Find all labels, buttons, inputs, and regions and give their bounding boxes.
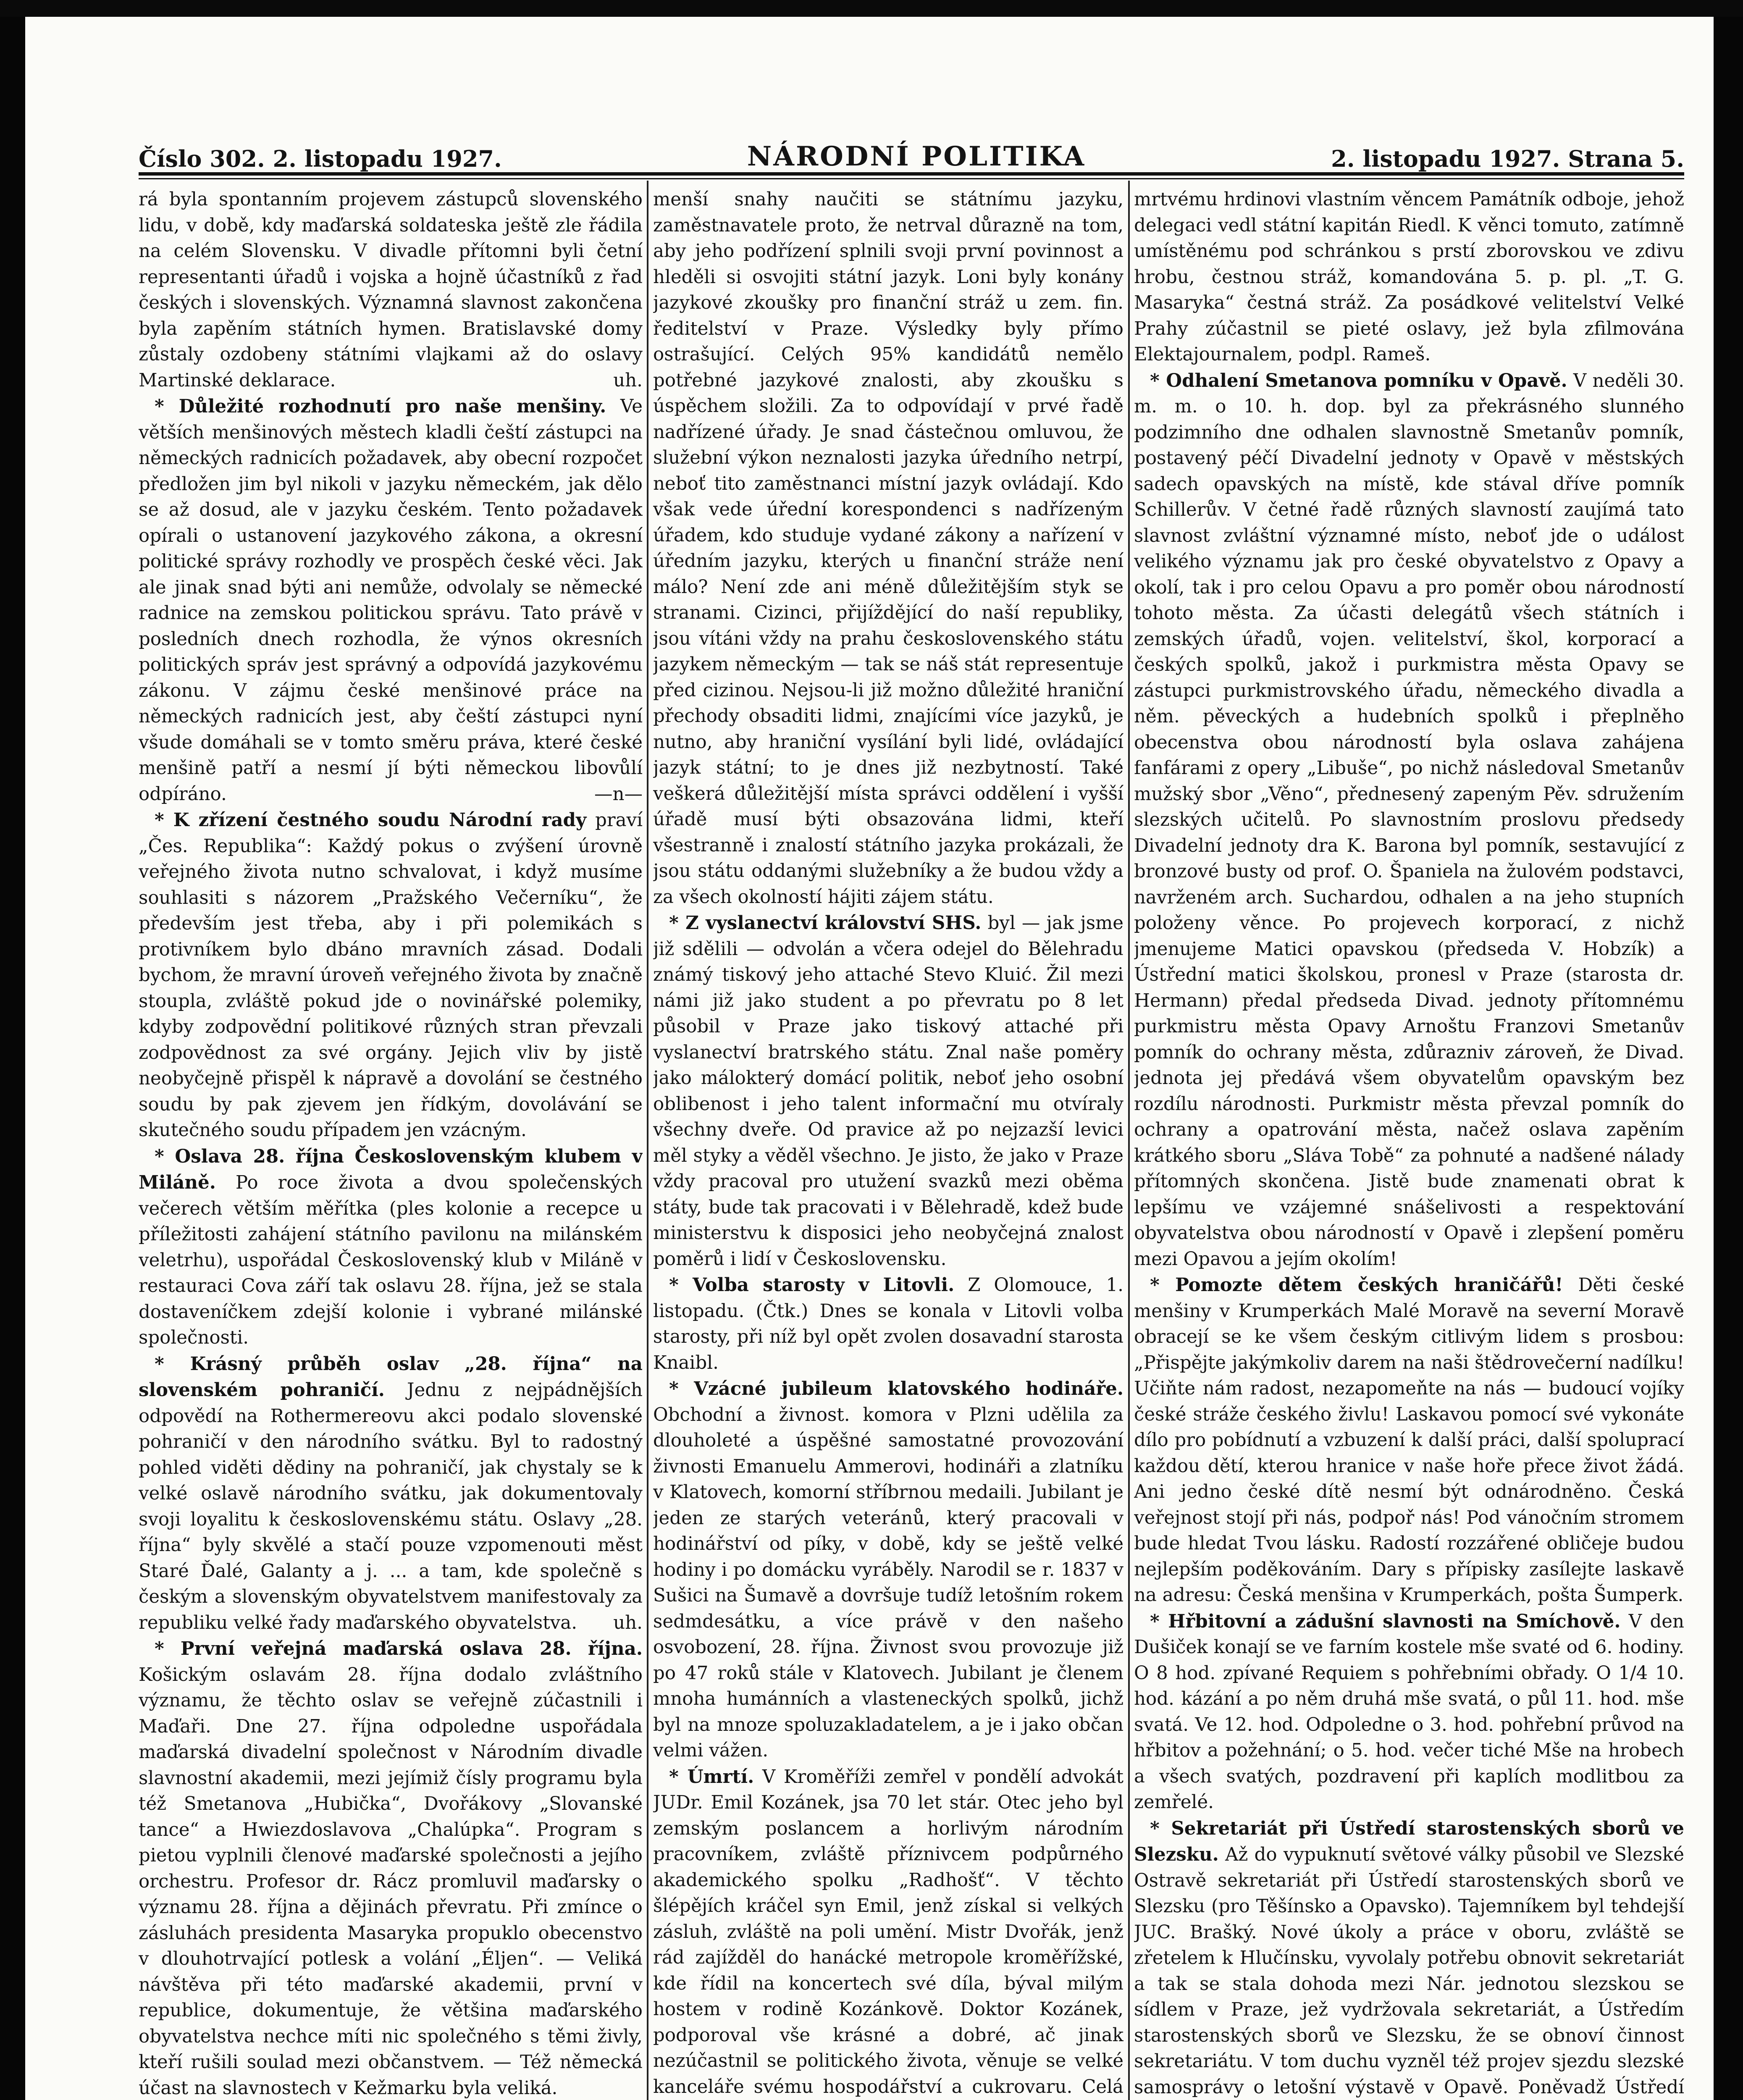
article-text: Košickým oslavám 28. října dodalo zvláštního významu, že těchto oslav se veřejně zúčastnili i Maďaři. Dne 27. října odpoledne uspořádala maďarská divadelní společnost v Národním divadle slavnostní akademii, mezi jejímiž čísly programu byla též Smetanova „Hubička“, Dvořákovy „Slovanské tance“ a Hwiezdoslavova „Chalúpka“. Program s pietou vyplnili členové maďarské společnosti a jejího orchestru. Profesor dr. Rácz promluvil maďarsky o významu 28. října a dějinách převratu. Při zmínce o zásluhách presidenta Masaryka propuklo obecenstvo v dlouhotrvající potlesk a volání „Éljen“. — Veliká návštěva při této maďarské akademii, první v republice, dokumentuje, že většina maďarského obyvatelstva nechce míti nic společného s těmi živly, kteří rušili soulad mezi občanstvem. — Též německá účast na slavnostech v Kežmarku byla veliká. [139, 1664, 643, 2099]
article-text: menší snahy naučiti se státnímu jazyku, zaměstnavatele proto, že netrval důrazně na tom, aby jeho podřízení splnili svoji první povinnost a hleděli si osvojiti státní jazyk. Loni byly konány jazykové zkoušky pro finanční stráž u zem. fin. ředitelství v Praze. Výsledky byly přímo ostrašující. Celých 95% kandidátů nemělo potřebné jazykové znalosti, aby zkoušku s úspěchem složili. Za to odpovídají v prvé řadě nadřízené úřady. Je snad částečnou omluvou, že služební výkon neznalosti jazyka úředního netrpí, neboť tito zaměstnanci místní jazyk ovládají. Kdo však vede úřední korespondenci s nadřízeným úřadem, kdo studuje vydané zákony a nařízení v úředním jazyku, kterých u finanční stráže není málo? Není zde ani méně důležitějším styk se stranami. Cizinci, přijíždějící do naší republiky, jsou vítáni vždy na prahu československého státu jazykem německým — tak se náš stát representuje před cizinou. Nejsou-li již možno důležité hraniční přechody obsaditi lidmi, znajícími více jazyků, je nutno, aby hraniční vysílání byli lidé, ovládající jazyk státní; to je dnes již nezbytností. Také veškerá důležitější místa správci oddělení i vyšší úřadě musí býti obsazována lidmi, kteří všestranně i znalostí státního jazyka prokázali, že jsou státu oddanými služebníky a že budou vždy a za všech okolností hájiti zájem státu. [653, 189, 1124, 908]
article [653, 187, 1124, 910]
column-divider [1128, 181, 1130, 2100]
article [1134, 1272, 1684, 1609]
article-headline: * Vzácné jubileum klatovského hodináře. [669, 1378, 1124, 1399]
article [1134, 1816, 1684, 2100]
article-signature: uh. [613, 370, 643, 391]
article [653, 1376, 1124, 1764]
newspaper-title: NÁRODNÍ POLITIKA [747, 141, 1086, 172]
article-text: Z Olomouce, 1. listopadu. (Čtk.) Dnes se konala v Litovli volba starosty, při níž byl opět zvolen dosavadní starosta Knaibl. [653, 1275, 1124, 1373]
article [139, 1351, 643, 1636]
article-headline: * První veřejná maďarská oslava 28. října. [155, 1638, 643, 1659]
article [653, 910, 1124, 1272]
column-3 [1134, 187, 1684, 2100]
article [1134, 368, 1684, 1273]
article-text: byl — jak jsme již sdělili — odvolán a včera odejel do Bělehradu známý tiskový jeho attaché Stevo Kluić. Žil mezi námi již jako student a po převratu po 8 let působil v Praze jako tiskový attaché při vyslanectví bratrského státu. Znal naše poměry jako málokterý domácí politik, neboť jeho osobní oblibenost i jeho talent informační mu otvíraly všechny dveře. Od pravice až po nejzazší levici měl styky a věděl všechno. Je jisto, že jako v Praze vždy pracoval pro utužení svazků mezi oběma státy, bude tak pracovati i v Bělehradě, kdež bude ministerstvu k disposici jeho neobyčejná znalost poměrů i lidí v Československu. [653, 913, 1124, 1270]
article-headline: * Sekretariát při Ústředí starostenských sborů ve Slezsku. [1134, 1817, 1684, 1865]
column-1 [139, 187, 643, 2100]
article-headline: * Hřbitovní a zádušní slavnosti na Smíchově. [1150, 1610, 1621, 1632]
scan-border-right [1714, 0, 1743, 2100]
article-headline: * Krásný průběh oslav „28. října“ na slovenském pohraničí. [139, 1353, 643, 1401]
article-headline: * Odhalení Smetanova pomníku v Opavě. [1150, 370, 1567, 391]
article [1134, 1609, 1684, 1816]
article-signature: uh. [613, 1612, 643, 1633]
article-headline: * Z vyslanectví království SHS. [669, 912, 982, 934]
article [139, 187, 643, 394]
article [139, 394, 643, 807]
article-text: Ve větších menšinových městech kladli čeští zástupci na německých radnicích požadavek, aby obecní rozpočet předložen jim byl nikoli v jazyku německém, jak dělo se až dosud, ale v jazyku českém. Tento požadavek opírali o ustanovení jazykového zákona, a okresní politické správy rozhodly ve prospěch české věci. Jak ale jinak snad býti ani nemůže, odvolaly se německé radnice na zemskou politickou správu. Tato právě v posledních dnech rozhodla, že výnos okresních politických správ jest správný a odpovídá jazykovému zákonu. V zájmu české menšinové práce na německých radnicích jest, aby čeští zástupci nyní všude domáhali se v tomto směru práva, které české menšině patří a nesmí jí býti německou libovůlí odpíráno. [139, 396, 643, 805]
article-text: mrtvému hrdinovi vlastním věncem Památník odboje, jehož delegaci vedl státní kapitán Riedl. K věnci tomuto, zatímně umístěnému pod schránkou s prstí zborovskou ve zdivu hrobu, čestnou stráž, komandována 5. p. pl. „T. G. Masaryka“ čestná stráž. Za posádkové velitelství Velké Prahy zúčastnil se pieté oslavy, jež byla zfilmována Elektajournalem, podpl. Rameš. [1134, 189, 1684, 365]
header-rule [139, 172, 1684, 176]
article-text: Po roce života a dvou společenských večerech větším měřítka (ples kolonie a recepce u příležitosti zahájení státního pavilonu na milánském veletrhu), uspořádal Československý klub v Miláně v restauraci Cova září tak oslavu 28. října, jež se stala dostaveníčkem zdejší kolonie i vybrané milánské společnosti. [139, 1172, 643, 1348]
article [139, 807, 643, 1144]
column-divider [647, 181, 648, 2100]
article [653, 1272, 1124, 1376]
article [653, 1764, 1124, 2100]
masthead [139, 134, 1684, 172]
article-headline: * K zřízení čestného soudu Národní rady [155, 809, 587, 831]
article [139, 1636, 643, 2100]
article-text: Jednu z nejpádnějších odpovědí na Rothermereovu akci podalo slovenské pohraničí v den národního svátku. Byl to radostný pohled viděti dědiny na pohraničí, jak chystaly se k velké oslavě národního svátku, jak dokumentovaly svoji loyalitu k československému státu. Oslavy „28. října“ byly skvělé a stačí pouze vzpomenouti měst Staré Ďalé, Galanty a j. ... a tam, kde společně s českým a slovenským obyvatelstvem manifestovaly za republiku velké řady maďarského obyvatelstva. [139, 1380, 643, 1633]
article-text: V neděli 30. m. m. o 10. h. dop. byl za překrásného slunného podzimního dne odhalen slavnostně Smetanův pomník, postavený péčí Divadelní jednoty v Opavě v městských sadech opavských na místě, kde stával dříve pomník Schillerův. V četné řadě různých slavností zaujímá tato slavnost zvláštní významné místo, neboť jde o událost velikého významu jak pro české obyvatelstvo z Opavy a okolí, tak i pro celou Opavu a pro poměr obou národností tohoto města. Za účasti delegátů všech státních i zemských úřadů, vojen. velitelství, škol, korporací a českých spolků, jakož i purkmistra města Opavy se zástupci purkmistrovského úřadu, německého divadla a něm. pěveckých a hudebních spolků i přeplněho obecenstva obou národností byla oslava zahájena fanfárami z opery „Libuše“, po nichž následoval Smetanův mužský sbor „Věno“, přednesený zapeným Pěv. sdružením slezských učitelů. Po slavnostním proslovu předsedy Divadelní jednoty dra K. Barona byl pomník, sestavující z bronzové busty od prof. O. Španiela na žulovém podstavci, navrženém arch. Suchardou, odhalen a na jeho stupních položeny věnce. Po projevech korporací, z nichž jmenujeme Matici opavskou (předseda V. Hobzík) a Ústřední matici školskou, pronesl v Praze (starosta dr. Hermann) předal předseda Divad. jednoty přítomnému purkmistru města Opavy Arnoštu Franzovi Smetanův pomník do ochrany města, zdůrazniv zároveň, že Divad. jednota jej předává všem obyvatelům opavským bez rozdílu národnosti. Purkmistr města převzal pomník do ochrany a opatrování města, načež oslava zapěním krátkého sboru „Sláva Tobě“ za pohnuté a nadšené nálady přítomných skončena. Jistě bude znamenati obrat k lepšímu ve vzájemné snášelivosti a respektování obyvatelstva obou národností v Opavě i zlepšení poměru mezi Opavou a jejím okolím! [1134, 370, 1684, 1270]
article-text: rá byla spontanním projevem zástupců slovenského lidu, v době, kdy maďarská soldateska ještě zle řádila na celém Slovensku. V divadle přítomni byli četní representanti úřadů i vojska a hojně účastníků z řad českých i slovenských. Významná slavnost zakončena byla zapěním státních hymen. Bratislavské domy zůstaly ozdobeny státními vlajkami až do oslavy Martinské deklarace. [139, 189, 643, 391]
article-text: V den Dušiček konají se ve farním kostele mše svaté od 6. hodiny. O 8 hod. zpívané Requiem s pohřebními obřady. O 1/4 10. hod. kázání a po něm druhá mše svatá, o půl 11. hod. mše svatá. Ve 12. hod. Odpoledne o 3. hod. pohřební průvod na hřbitov a požehnání; o 5. hod. večer tiché Mše na hrobech a všech svatých, pozdravení při kaplích modlitbou za zemřelé. [1134, 1611, 1684, 1813]
article-text: V Kroměříži zemřel v pondělí advokát JUDr. Emil Kozánek, jsa 70 let stár. Otec jeho byl zemským poslancem a horlivým národním pracovníkem, zvláště příznivcem podpůrného akademického spolku „Radhošť“. V těchto šlépějích kráčel syn Emil, jenž získal si velkých zásluh, zvláště na poli umění. Mistr Dvořák, jenž rád zajížděl do hanácké metropole kroměřížské, kde řídil na koncertech své díla, býval milým hostem v rodině Kozánkově. Doktor Kozánek, podporoval vše krásné a dobré, ač jinak nezúčastnil se politického života, věnuje se velké kanceláře svému hospodářství a cukrovaru. Celá [653, 1766, 1124, 2097]
article-text: Obchodní a živnost. komora v Plzni udělila za dlouholeté a úspěšné samostatné provozování živnosti Emanuelu Ammerovi, hodináři a zlatníku v Klatovech, komorní stříbrnou medaili. Jubilant je jeden ze starých veteránů, který pracovali v hodinářství od píky, v době, kdy se ještě velké hodiny i po domácku vyráběly. Narodil se r. 1837 v Sušici na Šumavě a dovršuje tudíž letošním rokem sedmdesátku, a více právě v den našeho osvobození, 28. října. Živnost svou provozuje již po 47 roků stále v Klatovech. Jubilant je členem mnoha humánních a vlasteneckých spolků, jichž byl na mnoze spoluzakladatelem, a je i jako občan velmi vážen. [653, 1404, 1124, 1761]
scan-border-left [0, 0, 25, 2100]
article-text: praví „Čes. Republika“: Každý pokus o zvýšení úrovně veřejného života nutno schvalovat, i když musíme souhlasiti s názorem „Pražského Večerníku“, že především jest třeba, aby i při polemikách s protivníkem bylo dbáno mravních zásad. Dodali bychom, že mravní úroveň veřejného života by značně stoupla, zvláště pokud jde o novinářské polemiky, kdyby zodpovědní politikové různých stran převzali zodpovědnost za své orgány. Jejich vliv by jistě neobyčejně přispěl k nápravě a dovolání se čestného soudu by pak zjevem jen řídkým, dovolávání se skutečného soudu případem jen vzácným. [139, 810, 643, 1141]
article [1134, 187, 1684, 368]
article [139, 1144, 643, 1351]
scan-border-bottom [0, 0, 1743, 17]
article-headline: * Pomozte dětem českých hraničářů! [1150, 1274, 1563, 1296]
article-text: Až do vypuknutí světové války působil ve Slezské Ostravě sekretariát při Ústředí starostenských sborů ve Slezsku (pro Těšínsko a Opavsko). Tajemníkem byl tehdejší JUC. Brašký. Nové úkoly a práce v oboru, zvláště se zřetelem k Hlučínsku, vyvolaly potřebu obnovit sekretariát a tak se stala dohoda mezi Nár. jednotou slezskou se sídlem v Praze, jež vydržovala sekretariát, a Ústředím starostenských sborů ve Slezsku, že se obnoví činnost sekretariátu. V tom duchu vyzněl též projev sjezdu slezské samosprávy o letošní výstavě v Opavě. Poněvadž Ústředí [1134, 1844, 1684, 2098]
article-headline: * Úmrtí. [669, 1766, 754, 1788]
article-headline: * Důležité rozhodnutí pro naše menšiny. [155, 396, 606, 417]
date-page: 2. listopadu 1927. Strana 5. [1331, 145, 1684, 172]
article-signature: —n— [594, 783, 643, 805]
header-rule-thin [139, 178, 1684, 179]
article-text: Děti české menšiny v Krumperkách Malé Moravě na severní Moravě obracejí se ke všem českým citlivým lidem s prosbou: „Přispějte jakýmkoliv darem na naši štědrovečerní nadílku! Učiňte nám radost, nezapomeňte na nás — budoucí vojíky české stráže českého živlu! Laskavou pomocí své vykonáte dílo pro pobídnutí a vzbuzení k další práci, další spoluprací každou dětí, kterou hranice v naše hoře přece život žádá. Ani jedno české dítě nesmí být odnárodněno. Česká veřejnost stojí při nás, podpoř nás! Pod vánočním stromem bude hledat Tvou lásku. Radostí rozzářené obličeje budou nejlepším poděkováním. Dary s přípisky zasílejte laskavě na adresu: Česká menšina v Krumperkách, pošta Šumperk. [1134, 1275, 1684, 1606]
article-headline: * Oslava 28. října Československým klubem v Miláně. [139, 1145, 643, 1193]
article-headline: * Volba starosty v Litovli. [669, 1274, 955, 1296]
issue-number: Číslo 302. 2. listopadu 1927. [139, 145, 502, 172]
column-2 [653, 187, 1124, 2100]
